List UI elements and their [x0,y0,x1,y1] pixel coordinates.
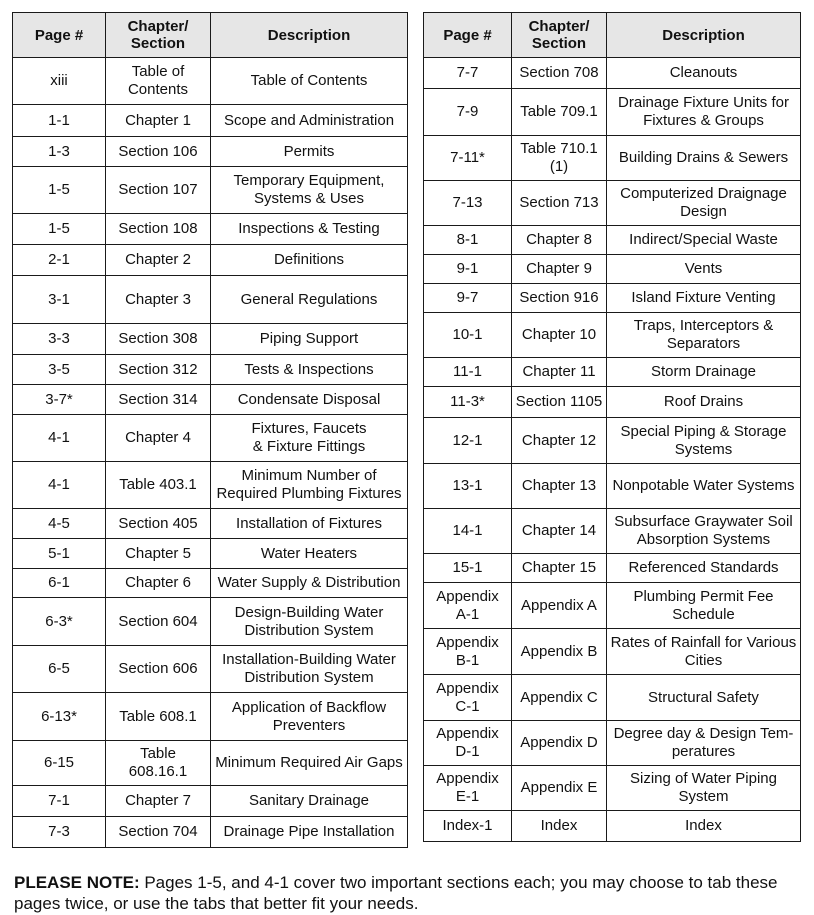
page-cell: 12-1 [424,418,512,464]
table-row [13,105,408,137]
table-row [424,181,801,226]
header-chapter: Chapter/ Section [512,13,607,58]
description-cell: Index [607,811,801,842]
description-cell: Vents [607,255,801,284]
page-cell: 14-1 [424,509,512,554]
page-cell: Appendix C-1 [424,675,512,721]
chapter-cell: Chapter 1 [106,105,211,137]
header-chapter: Chapter/ Section [106,13,211,58]
page-cell: 7-13 [424,181,512,226]
table-row [424,358,801,387]
page-cell: 5-1 [13,539,106,569]
table-row [424,136,801,181]
chapter-cell: Table 710.1 (1) [512,136,607,181]
description-cell: Water Supply & Distribution [211,569,408,598]
description-cell: Traps, Interceptors & Separators [607,313,801,358]
page-cell: 7-1 [13,786,106,817]
description-cell: Installation-Building Water Distribution System [211,646,408,693]
table-row [424,766,801,811]
table-row [13,569,408,598]
chapter-cell: Chapter 10 [512,313,607,358]
chapter-cell: Chapter 12 [512,418,607,464]
description-cell: Drainage Pipe Installation [211,817,408,848]
description-cell: Design-Building Water Distribution System [211,598,408,646]
table-row [13,385,408,415]
table-row [13,167,408,214]
page-cell: 6-5 [13,646,106,693]
description-cell: Water Heaters [211,539,408,569]
description-cell: Table of Contents [211,58,408,105]
page-cell: 10-1 [424,313,512,358]
please-note [14,872,804,914]
page-cell: 1-5 [13,167,106,214]
table-row [13,58,408,105]
table-row [13,598,408,646]
chapter-cell: Appendix B [512,629,607,675]
chapter-cell: Section 314 [106,385,211,415]
description-cell: Structural Safety [607,675,801,721]
table-row [13,539,408,569]
table-row [13,786,408,817]
chapter-cell: Chapter 14 [512,509,607,554]
table-row [424,464,801,509]
description-cell: Plumbing Permit Fee Schedule [607,583,801,629]
chapter-cell: Section 604 [106,598,211,646]
page-cell: 7-9 [424,89,512,136]
page-cell: 11-3* [424,387,512,418]
table-row [13,509,408,539]
chapter-cell: Section 312 [106,355,211,385]
chapter-cell: Table 608.16.1 [106,741,211,786]
description-cell: General Regulations [211,276,408,324]
table-row [13,415,408,462]
chapter-cell: Appendix C [512,675,607,721]
page-cell: 6-3* [13,598,106,646]
chapter-cell: Chapter 13 [512,464,607,509]
chapter-cell: Chapter 11 [512,358,607,387]
description-cell: Roof Drains [607,387,801,418]
description-cell: Tests & Inspections [211,355,408,385]
chapter-cell: Section 106 [106,137,211,167]
chapter-cell: Section 606 [106,646,211,693]
chapter-cell: Table 709.1 [512,89,607,136]
note-label: PLEASE NOTE: [14,873,140,892]
header-description: Description [607,13,801,58]
description-cell: Building Drains & Sewers [607,136,801,181]
chapter-cell: Chapter 2 [106,245,211,276]
description-cell: Permits [211,137,408,167]
description-cell: Nonpotable Water Systems [607,464,801,509]
description-cell: Sanitary Drainage [211,786,408,817]
description-cell: Referenced Standards [607,554,801,583]
page-cell: 1-5 [13,214,106,245]
chapter-cell: Section 708 [512,58,607,89]
page-cell: 1-3 [13,137,106,167]
table-row [424,387,801,418]
toc-table-right [423,12,801,842]
chapter-cell: Section 916 [512,284,607,313]
table-row [424,313,801,358]
description-cell: Subsurface Graywater Soil Absorption Systems [607,509,801,554]
table-row [424,58,801,89]
chapter-cell: Chapter 5 [106,539,211,569]
description-cell: Minimum Required Air Gaps [211,741,408,786]
description-cell: Installation of Fixtures [211,509,408,539]
table-row [424,89,801,136]
description-cell: Fixtures, Faucets & Fixture Fittings [211,415,408,462]
table-row [13,214,408,245]
page-cell: 8-1 [424,226,512,255]
page-cell: 4-1 [13,462,106,509]
page-cell: Appendix E-1 [424,766,512,811]
description-cell: Computerized Draignage Design [607,181,801,226]
page-cell: 6-13* [13,693,106,741]
chapter-cell: Chapter 6 [106,569,211,598]
chapter-cell: Section 704 [106,817,211,848]
table-row [424,284,801,313]
page-cell: 7-7 [424,58,512,89]
chapter-cell: Chapter 4 [106,415,211,462]
page-cell: 3-7* [13,385,106,415]
chapter-cell: Section 108 [106,214,211,245]
table-row [424,811,801,842]
chapter-cell: Chapter 3 [106,276,211,324]
chapter-cell: Chapter 9 [512,255,607,284]
description-cell: Definitions [211,245,408,276]
chapter-cell: Section 308 [106,324,211,355]
description-cell: Inspections & Testing [211,214,408,245]
description-cell: Degree day & Design Tem- peratures [607,721,801,766]
header-page: Page # [13,13,106,58]
chapter-cell: Chapter 7 [106,786,211,817]
description-cell: Drainage Fixture Units for Fixtures & Groups [607,89,801,136]
table-row [13,646,408,693]
chapter-cell: Appendix E [512,766,607,811]
table-row [424,554,801,583]
page-cell: 9-7 [424,284,512,313]
table-row [424,583,801,629]
chapter-cell: Table 403.1 [106,462,211,509]
table-row [424,721,801,766]
page-cell: 3-5 [13,355,106,385]
page-cell: xiii [13,58,106,105]
header-page: Page # [424,13,512,58]
header-description: Description [211,13,408,58]
description-cell: Minimum Number of Required Plumbing Fixtures [211,462,408,509]
table-row [13,324,408,355]
chapter-cell: Section 107 [106,167,211,214]
toc-table-left [12,12,408,848]
chapter-cell: Index [512,811,607,842]
page-cell: 13-1 [424,464,512,509]
description-cell: Application of Backflow Preventers [211,693,408,741]
table-row [13,245,408,276]
table-row [13,276,408,324]
description-cell: Storm Drainage [607,358,801,387]
table-row [424,509,801,554]
page-cell: 6-15 [13,741,106,786]
page-cell: Index-1 [424,811,512,842]
table-row [424,255,801,284]
description-cell: Cleanouts [607,58,801,89]
table-row [13,817,408,848]
description-cell: Piping Support [211,324,408,355]
chapter-cell: Section 1105 [512,387,607,418]
table-row [13,137,408,167]
note-text: Pages 1-5, and 4-1 cover two important sections each; you may choose to tab these pages twice, or use the tabs that better fit your needs. [14,873,778,913]
chapter-cell: Section 405 [106,509,211,539]
page-cell: 3-3 [13,324,106,355]
description-cell: Sizing of Water Piping System [607,766,801,811]
chapter-cell: Appendix D [512,721,607,766]
chapter-cell: Table of Contents [106,58,211,105]
page-cell: 11-1 [424,358,512,387]
description-cell: Island Fixture Venting [607,284,801,313]
chapter-cell: Chapter 15 [512,554,607,583]
page-cell: 3-1 [13,276,106,324]
table-row [13,355,408,385]
table-row [424,418,801,464]
chapter-cell: Table 608.1 [106,693,211,741]
header-row [424,13,801,58]
chapter-cell: Section 713 [512,181,607,226]
table-row [13,741,408,786]
page-cell: Appendix B-1 [424,629,512,675]
description-cell: Condensate Disposal [211,385,408,415]
table-row [424,226,801,255]
description-cell: Rates of Rainfall for Various Cities [607,629,801,675]
page-cell: 6-1 [13,569,106,598]
page-cell: 9-1 [424,255,512,284]
page-cell: Appendix A-1 [424,583,512,629]
page-cell: 4-5 [13,509,106,539]
table-row [13,462,408,509]
page-cell: 4-1 [13,415,106,462]
page-cell: Appendix D-1 [424,721,512,766]
chapter-cell: Appendix A [512,583,607,629]
description-cell: Indirect/Special Waste [607,226,801,255]
page-cell: 15-1 [424,554,512,583]
page-cell: 1-1 [13,105,106,137]
description-cell: Scope and Administration [211,105,408,137]
table-row [424,675,801,721]
page-cell: 7-3 [13,817,106,848]
page-cell: 2-1 [13,245,106,276]
description-cell: Temporary Equipment, Systems & Uses [211,167,408,214]
table-row [424,629,801,675]
table-row [13,693,408,741]
page-cell: 7-11* [424,136,512,181]
chapter-cell: Chapter 8 [512,226,607,255]
header-row [13,13,408,58]
description-cell: Special Piping & Storage Systems [607,418,801,464]
